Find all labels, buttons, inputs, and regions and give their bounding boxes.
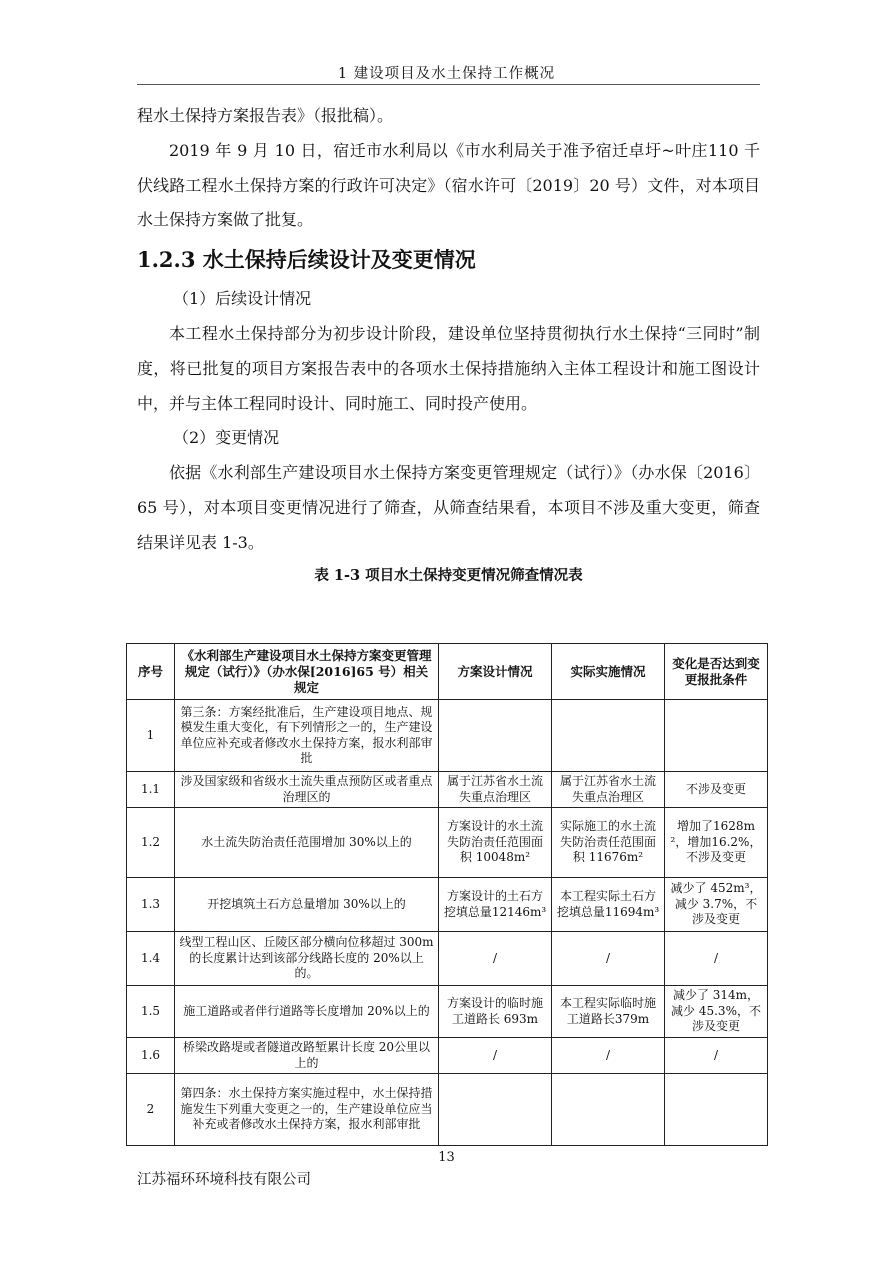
cell-result: / (665, 1038, 768, 1074)
cell-plan (439, 700, 552, 772)
cell-no: 1.2 (127, 808, 175, 878)
cell-result: 减少了 452m³，减少 3.7%，不涉及变更 (665, 878, 768, 932)
cell-rule: 第三条：方案经批准后，生产建设项目地点、规模发生重大变化，有下列情形之一的，生产建设单位应补充或者修改水土保持方案，报水利部审批 (175, 700, 439, 772)
header-actual: 实际实施情况 (552, 644, 665, 700)
cell-actual: / (552, 1038, 665, 1074)
cell-no: 2 (127, 1074, 175, 1146)
cell-actual (552, 700, 665, 772)
cell-actual: 实际施工的水土流失防治责任范围面积 11676m² (552, 808, 665, 878)
page-number: 13 (438, 1150, 455, 1165)
subheading-changes: （2）变更情况 (173, 428, 280, 448)
header-result: 变化是否达到变更报批条件 (665, 644, 768, 700)
document-body (137, 99, 760, 593)
cell-result: 减少了 314m，减少 45.3%，不涉及变更 (665, 986, 768, 1038)
chapter-header: 1 建设项目及水土保持工作概况 (337, 66, 556, 82)
cell-result: / (665, 932, 768, 986)
cell-rule: 线型工程山区、丘陵区部分横向位移超过 300m 的长度累计达到该部分线路长度的 20%以上的。 (175, 932, 439, 986)
paragraph-followup-design: 本工程水土保持部分为初步设计阶段，建设单位坚持贯彻执行水土保持“三同时”制度，将已批复的项目方案报告表中的各项水土保持措施纳入主体工程设计和施工图设计中，并与主体工程同时设计、同时施工、同时投产使用。 (137, 323, 760, 413)
cell-plan: 方案设计的土石方挖填总量12146m³ (439, 878, 552, 932)
table-row (127, 986, 768, 1038)
cell-result (665, 700, 768, 772)
cell-no: 1.4 (127, 932, 175, 986)
table-row (127, 700, 768, 772)
table-row (127, 1038, 768, 1074)
cell-actual (552, 1074, 665, 1146)
cell-result: 增加了1628m²，增加16.2%，不涉及变更 (665, 808, 768, 878)
table-row (127, 772, 768, 808)
header-no: 序号 (127, 644, 175, 700)
cell-no: 1.3 (127, 878, 175, 932)
cell-plan: 属于江苏省水土流失重点治理区 (439, 772, 552, 808)
paragraph-changes: 依据《水利部生产建设项目水土保持方案变更管理规定（试行）》（办水保〔2016〕65 号），对本项目变更情况进行了筛查，从筛查结果看，本项目不涉及重大变更，筛查结果详见表 1-3。 (137, 463, 760, 552)
cell-rule: 水土流失防治责任范围增加 30%以上的 (175, 808, 439, 878)
cell-plan: / (439, 932, 552, 986)
table-row (127, 1074, 768, 1146)
header-divider (137, 84, 760, 85)
table-row (127, 808, 768, 878)
cell-actual: 本工程实际土石方挖填总量11694m³ (552, 878, 665, 932)
table-row (127, 878, 768, 932)
table-caption: 表 1-3 项目水土保持变更情况筛查情况表 (314, 566, 583, 584)
cell-rule: 施工道路或者伴行道路等长度增加 20%以上的 (175, 986, 439, 1038)
cell-no: 1.5 (127, 986, 175, 1038)
section-title: 1.2.3 水土保持后续设计及变更情况 (137, 247, 476, 273)
cell-actual: 本工程实际临时施工道路长379m (552, 986, 665, 1038)
header-plan: 方案设计情况 (439, 644, 552, 700)
cell-rule: 第四条：水土保持方案实施过程中，水土保持措施发生下列重大变更之一的，生产建设单位应当补充或者修改水土保持方案，报水利部审批 (175, 1074, 439, 1146)
cell-plan: / (439, 1038, 552, 1074)
table-header-row (127, 644, 768, 700)
company-name: 江苏福环环境科技有限公司 (137, 1172, 311, 1188)
cell-rule: 桥梁改路堤或者隧道改路堑累计长度 20公里以上的 (175, 1038, 439, 1074)
cell-plan (439, 1074, 552, 1146)
cell-no: 1 (127, 700, 175, 772)
paragraph-approval-continuation: 程水土保持方案报告表》（报批稿）。 (137, 106, 394, 125)
header-rule: 《水利部生产建设项目水土保持方案变更管理规定（试行）》（办水保[2016]65 号）相关规定 (175, 644, 439, 700)
cell-plan: 方案设计的水土流失防治责任范围面积 10048m² (439, 808, 552, 878)
cell-actual: / (552, 932, 665, 986)
cell-result (665, 1074, 768, 1146)
change-screening-table (126, 643, 768, 1146)
cell-actual: 属于江苏省水土流失重点治理区 (552, 772, 665, 808)
cell-no: 1.6 (127, 1038, 175, 1074)
cell-plan: 方案设计的临时施工道路长 693m (439, 986, 552, 1038)
cell-no: 1.1 (127, 772, 175, 808)
table-row (127, 932, 768, 986)
cell-result: 不涉及变更 (665, 772, 768, 808)
cell-rule: 开挖填筑土石方总量增加 30%以上的 (175, 878, 439, 932)
cell-rule: 涉及国家级和省级水土流失重点预防区或者重点治理区的 (175, 772, 439, 808)
subheading-followup-design: （1）后续设计情况 (173, 289, 312, 309)
paragraph-approval: 2019 年 9 月 10 日，宿迁市水利局以《市水利局关于准予宿迁卓圩~叶庄110 千伏线路工程水土保持方案的行政许可决定》（宿水许可〔2019〕20 号）文件，对本项目水土保持方案做了批复。 (137, 140, 760, 230)
